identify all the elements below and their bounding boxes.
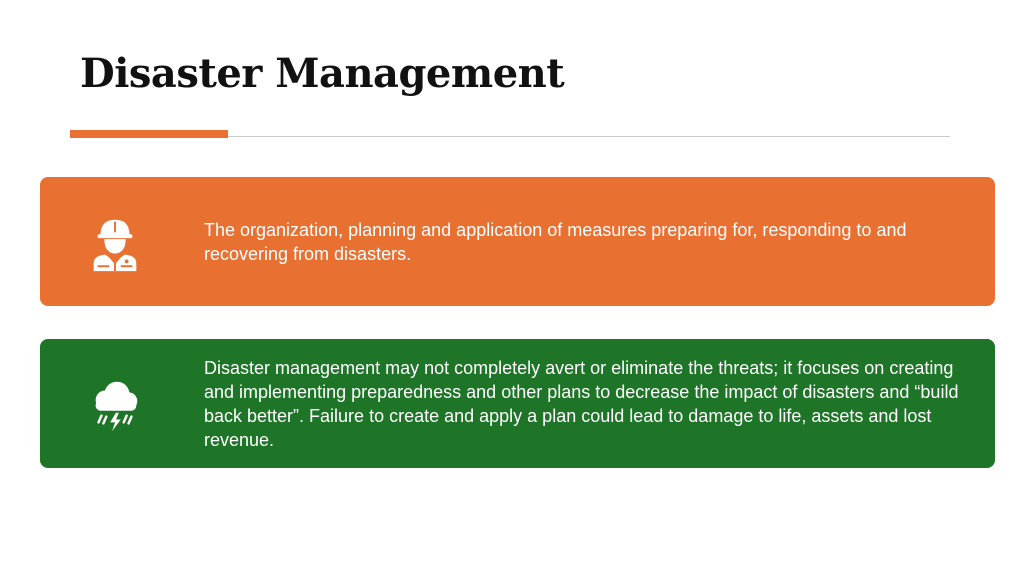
purpose-card xyxy=(40,339,995,468)
firefighter-icon xyxy=(84,211,146,273)
purpose-text: Disaster management may not completely avert or eliminate the threats; it focuses on creating and implementing preparedness and other plans to decrease the impact of disasters and “build back better”. Failure to create and apply a plan could lead to damage to life, assets and lost revenue. xyxy=(204,357,959,450)
storm-cloud-icon xyxy=(84,373,146,435)
definition-text: The organization, planning and application of measures preparing for, responding to and recovering from disasters. xyxy=(204,219,907,264)
slide-title: Disaster Management xyxy=(80,50,565,97)
definition-card xyxy=(40,177,995,306)
title-accent-bar xyxy=(70,130,228,138)
